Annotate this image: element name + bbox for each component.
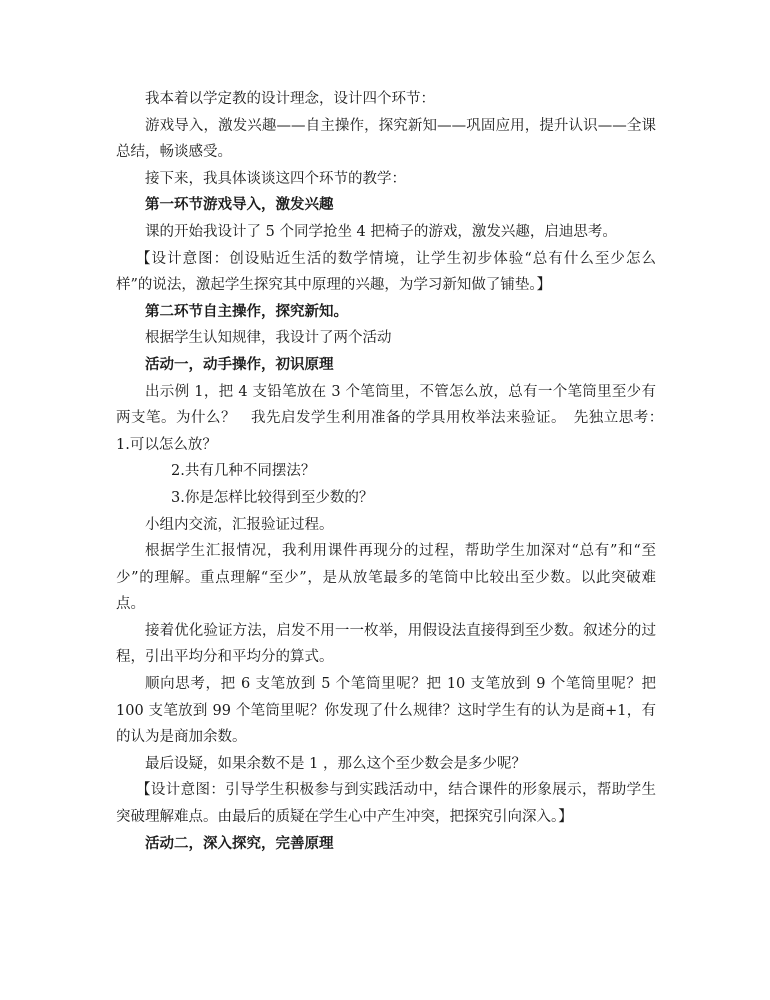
paragraph-example-one: 出示例 1，把 4 支铅笔放在 3 个笔筒里，不管怎么放，总有一个笔筒里至少有两支笔。为什么？ 我先启发学生利用准备的学具用枚举法来验证。 先独立思考： 1.可以怎么放？ xyxy=(116,383,671,453)
paragraph-report-analysis: 根据学生汇报情况，我利用课件再现分的过程，帮助学生加深对“总有”和“至少”的理解。重点理解“至少”，是从放笔最多的笔筒中比较出至少数。以此突破难点。 xyxy=(116,543,656,613)
heading-activity-one: 活动一，动手操作，初识原理 xyxy=(145,355,334,373)
paragraph-four-stages: 游戏导入，激发兴趣——自主操作，探究新知——巩固应用，提升认识——全课总结，畅谈感受。 xyxy=(116,117,656,161)
paragraph-group-exchange: 小组内交流，汇报验证过程。 xyxy=(145,516,334,533)
paragraph-design-concept: 我本着以学定教的设计理念，设计四个环节： xyxy=(145,91,435,107)
paragraph-design-intent-1: 【设计意图：创设贴近生活的数学情境，让学生初步体验“总有什么至少怎么样”的说法，激起学生探究其中原理的兴趣，为学习新知做了铺垫。】 xyxy=(116,250,656,294)
heading-stage-one: 第一环节游戏导入，激发兴趣 xyxy=(145,196,334,214)
paragraph-forward-thinking: 顺向思考，把 6 支笔放到 5 个笔筒里呢？把 10 支笔放到 9 个笔筒里呢？把 100 支笔放到 99 个笔筒里呢？你发现了什么规律？这时学生有的认为是商+1，有的认为是商加余数。 xyxy=(116,676,656,746)
heading-activity-two: 活动二，深入探究，完善原理 xyxy=(145,834,334,852)
list-item-question-3: 3.你是怎样比较得到至少数的？ xyxy=(171,489,374,506)
paragraph-optimize-method: 接着优化验证方法，启发不用一一枚举，用假设法直接得到至少数。叙述分的过程，引出平均分和平均分的算式。 xyxy=(116,622,656,666)
document-body xyxy=(116,86,671,857)
paragraph-game-intro: 课的开始我设计了 5 个同学抢坐 4 把椅子的游戏，激发兴趣，启迪思考。 xyxy=(145,223,617,240)
paragraph-intro-teaching: 接下来，我具体谈谈这四个环节的教学： xyxy=(145,170,406,187)
list-item-question-2: 2.共有几种不同摆法？ xyxy=(171,463,316,480)
paragraph-final-question: 最后设疑，如果余数不是 1 ，那么这个至少数会是多少呢？ xyxy=(145,755,526,772)
heading-stage-two: 第二环节自主操作，探究新知。 xyxy=(145,302,348,320)
paragraph-two-activities: 根据学生认知规律，我设计了两个活动 xyxy=(145,330,392,347)
paragraph-design-intent-2: 【设计意图：引导学生积极参与到实践活动中，结合课件的形象展示，帮助学生突破理解难点。由最后的质疑在学生心中产生冲突，把探究引向深入。】 xyxy=(116,782,656,826)
